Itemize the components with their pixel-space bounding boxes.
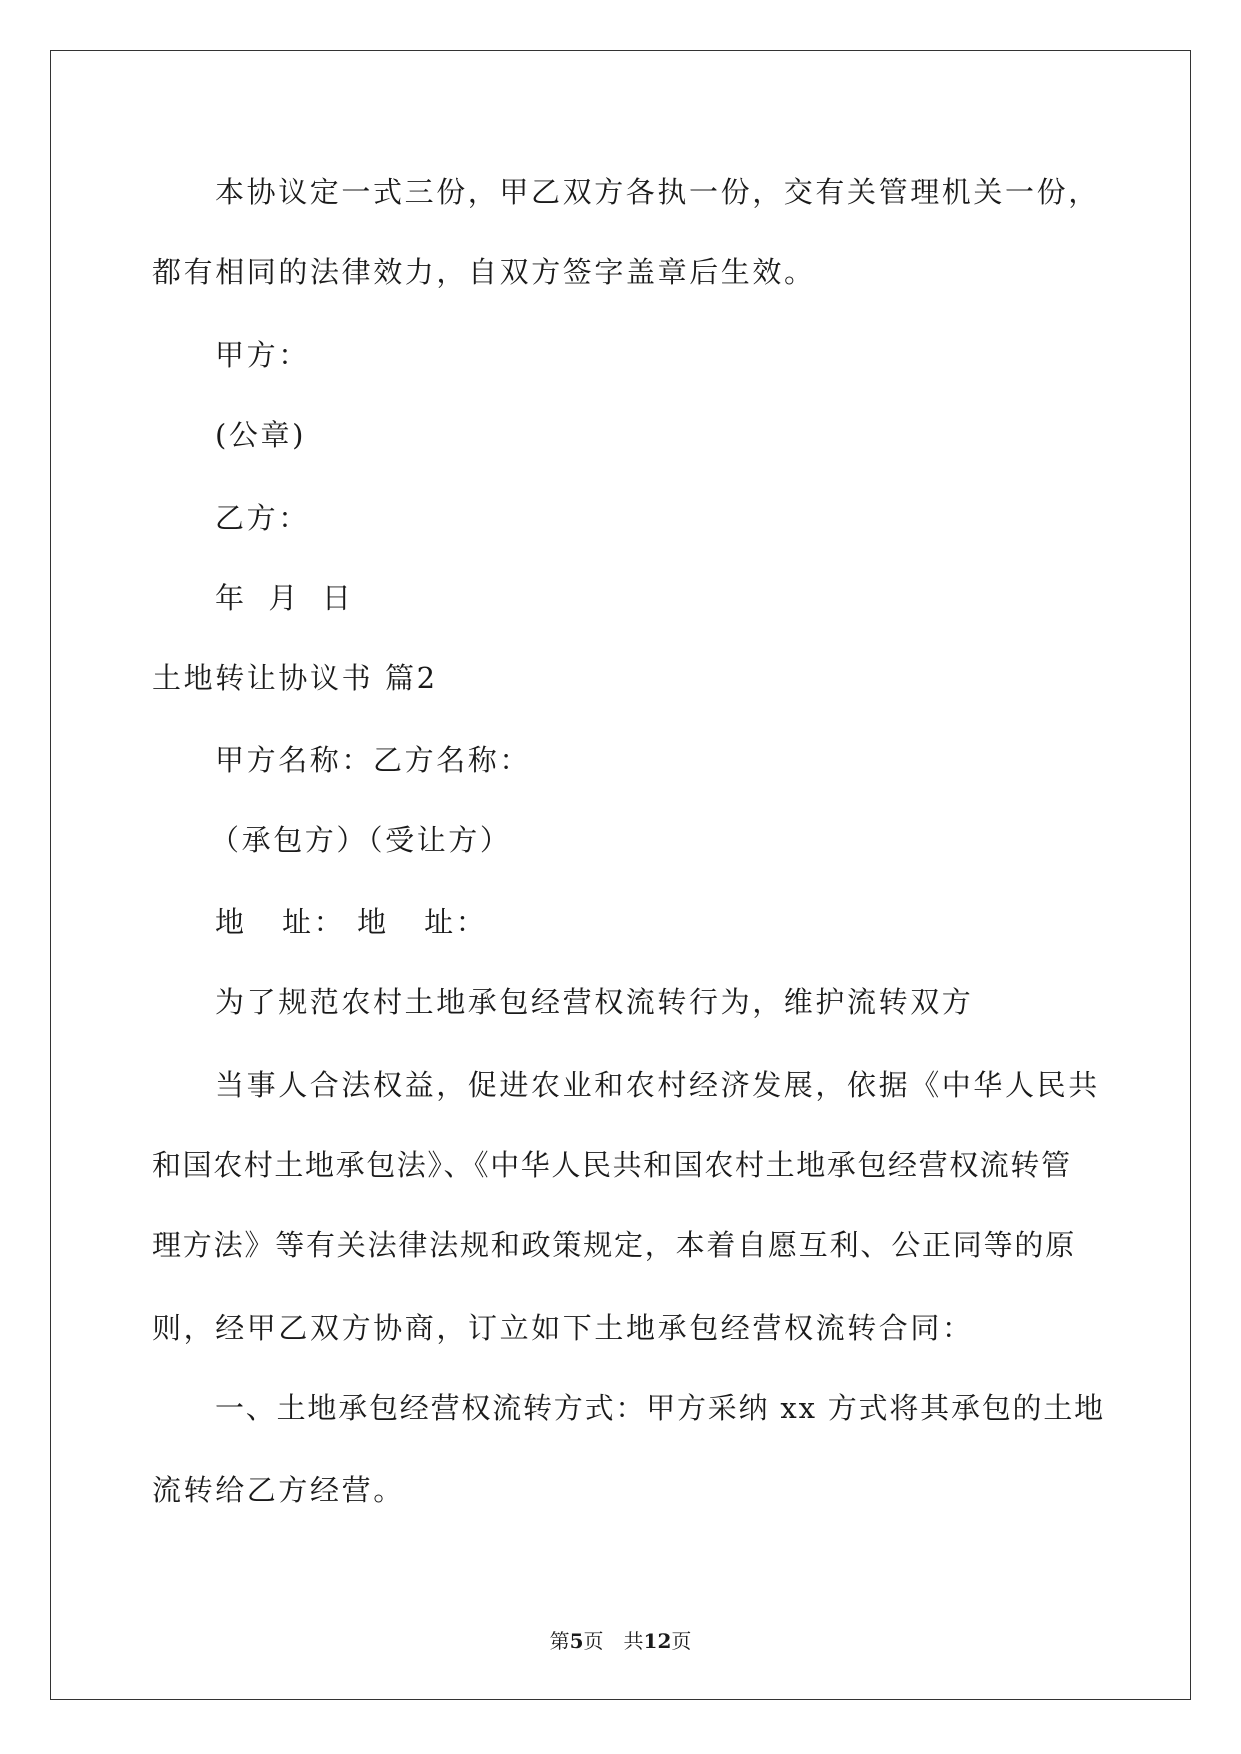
total-prefix: 共 (623, 1629, 644, 1653)
paragraph-line: 一、土地承包经营权流转方式：甲方采纳 xx 方式将其承包的土地 (215, 1391, 1105, 1425)
paragraph-line: 当事人合法权益，促进农业和农村经济发展，依据《中华人民共 (215, 1068, 1100, 1102)
page-suffix: 页 (583, 1629, 604, 1653)
paragraph-line: 都有相同的法律效力，自双方签字盖章后生效。 (152, 255, 816, 289)
page-prefix: 第 (549, 1629, 570, 1653)
seal-label: (公章) (215, 418, 307, 452)
party-names-label: 甲方名称：乙方名称： (215, 743, 532, 777)
signature-party-a-label: 甲方： (215, 338, 310, 372)
party-roles-label: （承包方）（受让方） (210, 823, 512, 857)
paragraph-line: 和国农村土地承包法》、《中华人民共和国农村土地承包经营权流转管 (152, 1148, 1072, 1182)
section-heading: 土地转让协议书 篇2 (152, 661, 438, 695)
date-label: 年 月 日 (215, 581, 354, 615)
total-pages: 12 (643, 1629, 672, 1653)
paragraph-line: 本协议定一式三份，甲乙双方各执一份，交有关管理机关一份， (215, 175, 1100, 209)
total-suffix: 页 (671, 1629, 692, 1653)
address-label: 地 址： 地 址： (215, 905, 488, 939)
signature-party-b-label: 乙方： (215, 501, 310, 535)
page-border (50, 50, 1191, 1700)
paragraph-line: 理方法》等有关法律法规和政策规定，本着自愿互利、公正同等的原 (152, 1228, 1077, 1262)
page-footer (0, 1628, 1241, 1654)
paragraph-line: 流转给乙方经营。 (152, 1473, 405, 1507)
paragraph-line: 则，经甲乙双方协商，订立如下土地承包经营权流转合同： (152, 1311, 974, 1345)
paragraph-line: 为了规范农村土地承包经营权流转行为，维护流转双方 (215, 985, 974, 1019)
page-number: 5 (569, 1629, 584, 1653)
